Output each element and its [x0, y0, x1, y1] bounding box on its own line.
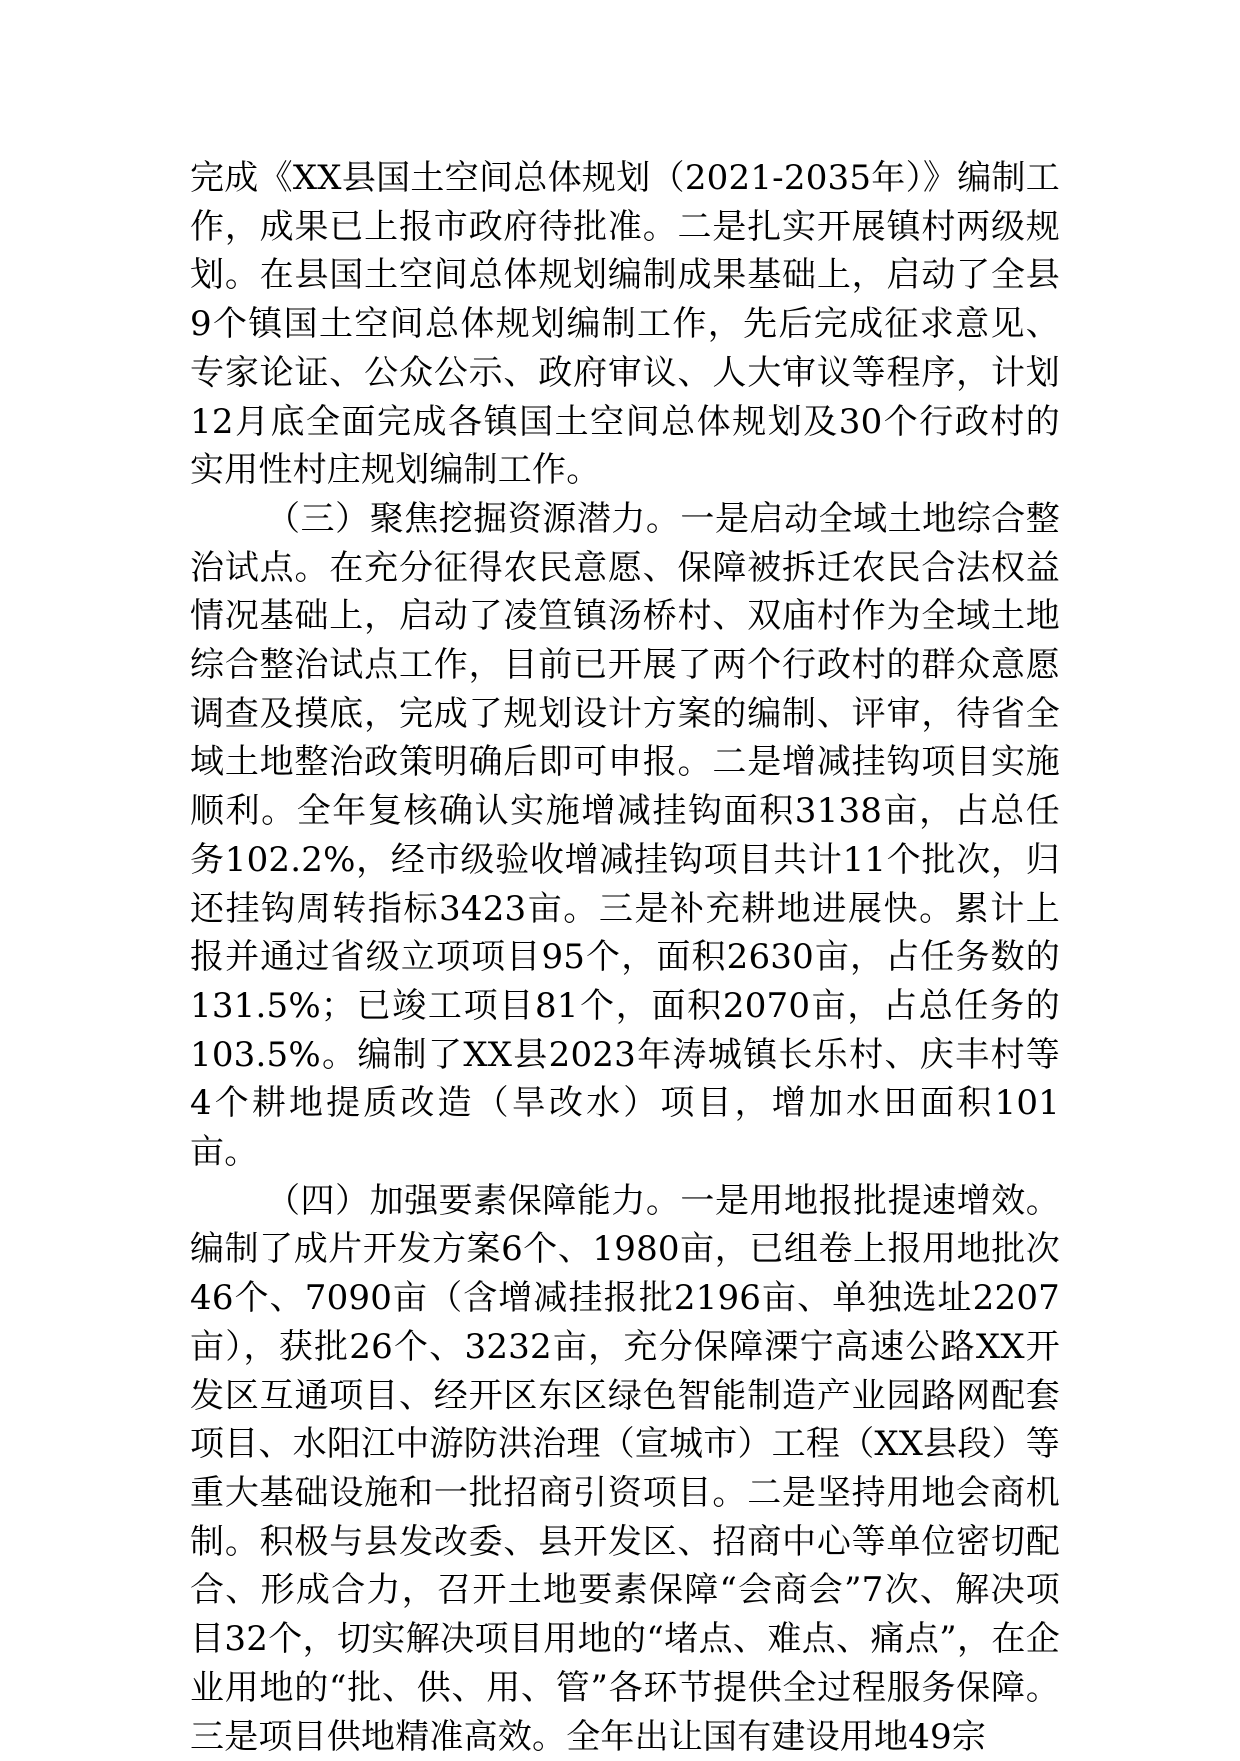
paragraph-resource-potential: （三）聚焦挖掘资源潜力。一是启动全域土地综合整治试点。在充分征得农民意愿、保障被拆迁农民合法权益情况基础上，启动了凌笪镇汤桥村、双庙村作为全域土地综合整治试点工作，目前已开展了两个行政村的群众意愿调查及摸底，完成了规划设计方案的编制、评审，待省全域土地整治政策明确后即可申报。二是增减挂钩项目实施顺利。全年复核确认实施增减挂钩面积3138亩，占总任务102.2%，经市级验收增减挂钩项目共计11个批次，归还挂钩周转指标3423亩。三是补充耕地进展快。累计上报并通过省级立项项目95个，面积2630亩，占任务数的131.5%；已竣工项目81个，面积2070亩，占总任务的103.5%。编制了XX县2023年涛城镇长乐村、庆丰村等4个耕地提质改造（旱改水）项目，增加水田面积101亩。	[190, 498, 1060, 1173]
document-body	[190, 154, 1060, 1761]
paragraph-planning: 完成《XX县国土空间总体规划（2021-2035年）》编制工作，成果已上报市政府待批准。二是扎实开展镇村两级规划。在县国土空间总体规划编制成果基础上，启动了全县9个镇国土空间总体规划编制工作，先后完成征求意见、专家论证、公众公示、政府审议、人大审议等程序，计划12月底全面完成各镇国土空间总体规划及30个行政村的实用性村庄规划编制工作。	[190, 158, 1060, 491]
paragraph-factor-guarantee: （四）加强要素保障能力。一是用地报批提速增效。编制了成片开发方案6个、1980亩，已组卷上报用地批次46个、7090亩（含增减挂报批2196亩、单独选址2207亩），获批26个、3232亩，充分保障溧宁高速公路XX开发区互通项目、经开区东区绿色智能制造产业园路网配套项目、水阳江中游防洪治理（宣城市）工程（XX县段）等重大基础设施和一批招商引资项目。二是坚持用地会商机制。积极与县发改委、县开发区、招商中心等单位密切配合、形成合力，召开土地要素保障“会商会”7次、解决项目32个，切实解决项目用地的“堵点、难点、痛点”，在企业用地的“批、供、用、管”各环节提供全过程服务保障。三是项目供地精准高效。全年出让国有建设用地49宗	[190, 1180, 1060, 1757]
